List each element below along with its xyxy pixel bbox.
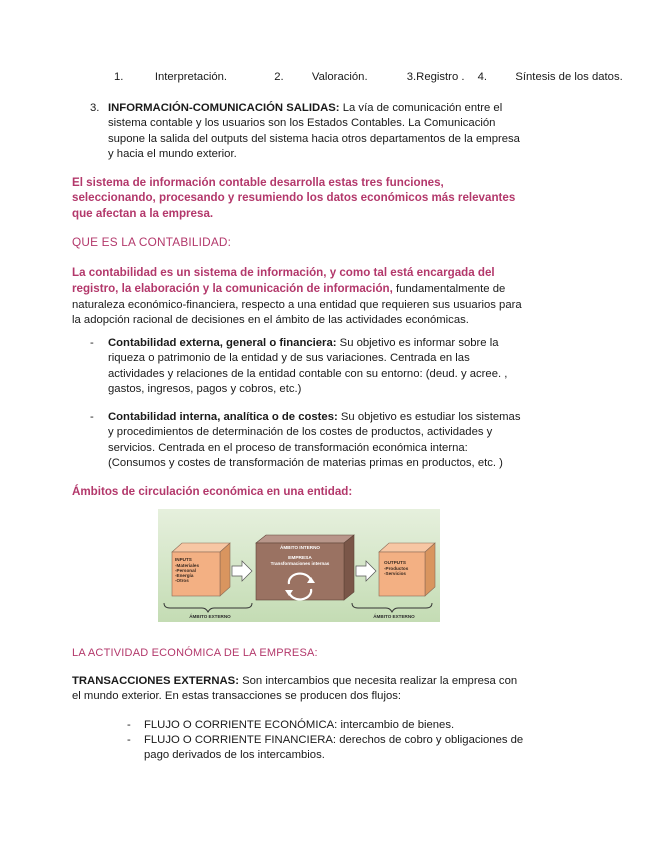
definition-rest: fundamentalmente de naturaleza económico-financiera, respecto a una entidad que requieren sus usuarios para la adopción racional de decisiones en el ámbito de las actividades económicas. [72,283,522,326]
step-1: 1. Interpretación. [114,71,228,83]
flow-financial-text: FLUJO O CORRIENTE FINANCIERA: derechos de cobro y obligaciones de pago derivados de los intercambios. [144,734,524,762]
info-output-title: INFORMACIÓN-COMUNICACIÓN SALIDAS: [108,102,340,114]
type-internal-title: Contabilidad interna, analítica o de costes: [108,411,338,423]
company-title: EMPRESA [288,556,312,561]
economic-flow-diagram [158,509,440,622]
info-output-text: La vía de comunicación entre el sistema contable y los usuarios son los Estados Contables. La Comunicación supone la salida del outputs del sistema hacia otros departamentos de la empresa y hacia el mundo exterior. [108,102,520,160]
transactions-text: Son intercambios que necesita realizar la empresa con el mundo exterior. En estas transacciones se producen dos flujos: [72,675,518,703]
type-external-text: Su objetivo es informar sobre la riqueza o patrimonio de la entidad y de sus variaciones. Centrada en las actividades y relaciones de la entidad contable con su entorno: (deud. y acree. , gastos, ingresos, pagos y cobros, etc.) [108,337,508,395]
step-4: 4. Síntesis de los datos. [477,71,623,83]
external-left-label: ÁMBITO EXTERNO [189,614,231,619]
info-output-paragraph [108,101,526,162]
heading-ambitos: Ámbitos de circulación económica en una entidad: [72,485,353,498]
inputs-title: INPUTS [175,557,192,562]
definition-paragraph [72,265,527,328]
transactions-title: TRANSACCIONES EXTERNAS: [72,675,239,687]
outputs-title: OUTPUTS [384,560,406,565]
company-subtitle: Transformaciones internas [270,561,330,566]
type-item-external: - Contabilidad externa, general o financiera: Su objetivo es informar sobre la riqueza o patrimonio de la entidad y de sus variaciones. Centrada en las actividades y relaciones de la entidad contable con su entorno: (deud. y acree. , gastos, ingresos, pagos y cobros, etc.) [90,337,508,395]
step-3: 3.Registro . [406,71,465,83]
type-external-title: Contabilidad externa, general o financiera: [108,337,337,349]
steps-line [114,70,667,85]
external-right-label: ÁMBITO EXTERNO [373,614,415,619]
internal-label: ÁMBITO INTERNO [280,545,320,550]
flow-economic-text: FLUJO O CORRIENTE ECONÓMICA: intercambio de bienes. [144,719,455,731]
inputs-item-3: -Energía [175,573,194,578]
outputs-item-1: -Productos [384,566,409,571]
inputs-item-2: -Personal [175,568,196,573]
definition-highlight: La contabilidad es un sistema de información, y como tal está encargada del registro, la elaboración y la comunicación de información, [72,266,495,296]
flow-item-economic: - FLUJO O CORRIENTE ECONÓMICA: intercambio de bienes. [127,718,527,733]
heading-actividad: LA ACTIVIDAD ECONÓMICA DE LA EMPRESA: [72,647,318,659]
info-output-number: 3. [90,102,100,114]
transactions-paragraph [72,674,527,705]
step-2: 2. Valoración. [274,71,368,83]
flow-item-financial: - FLUJO O CORRIENTE FINANCIERA: derechos de cobro y obligaciones de pago derivados de los intercambios. [127,733,527,764]
inputs-item-1: -Materiales [175,563,200,568]
outputs-item-2: -Servicios [384,571,406,576]
type-internal-text: Su objetivo es estudiar los sistemas y procedimientos de determinación de los costes de productos, actividades y servicios. Centrada en el proceso de transformación económica interna: (Consumos y costes de transformación de materias primas en productos, etc. ) [108,411,521,469]
type-item-internal: - Contabilidad interna, analítica o de costes: Su objetivo es estudiar los sistemas y procedimientos de determinación de los costes de productos, actividades y servicios. Centrada en el proceso de transformación económica interna: (Consumos y costes de transformación de materias primas en productos, etc. ) [90,411,521,469]
diagram-svg [158,509,440,622]
inputs-item-4: -Otros [175,578,189,583]
heading-contabilidad: QUE ES LA CONTABILIDAD: [72,235,232,249]
summary-highlight: El sistema de información contable desarrolla estas tres funciones, seleccionando, procesando y resumiendo los datos económicos más relevantes que afectan a la empresa. [72,176,516,220]
